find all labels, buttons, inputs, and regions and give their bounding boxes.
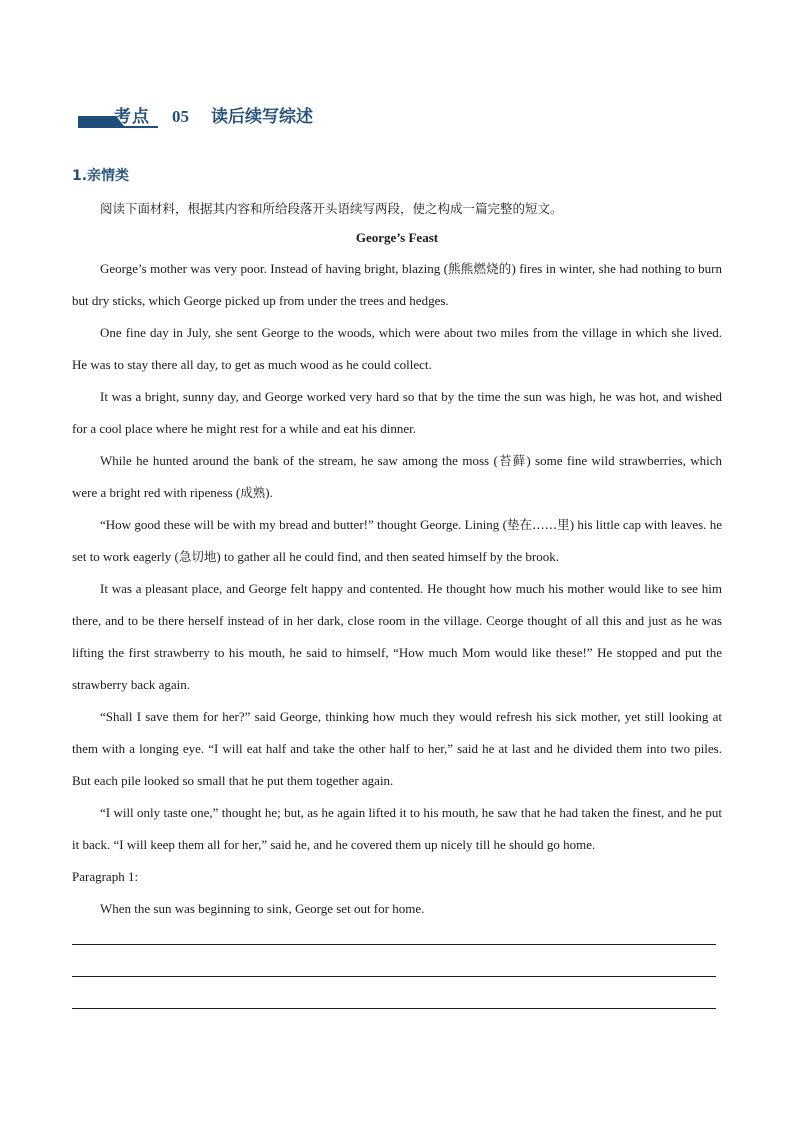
answer-line[interactable]	[72, 976, 716, 1008]
story-paragraph: “I will only taste one,” thought he; but, as he again lifted it to his mouth, he saw that he had taken the finest, and he put it back. “I will keep them all for her,” said he, and he covered them up nicely till he should go home.	[72, 805, 722, 852]
answer-line[interactable]	[72, 944, 716, 976]
answer-area[interactable]	[72, 944, 716, 1040]
story-paragraph: It was a pleasant place, and George felt happy and contented. He thought how much his mother would like to see him there, and to be there herself instead of in her dark, close room in the village. Ceorge thought of all this and just as he was lifting the first strawberry to his mouth, he said to himself, “How much Mom would like these!” He stopped and put the strawberry back again.	[72, 581, 722, 692]
header-label: 考点	[114, 107, 150, 127]
header-bar-shape	[78, 116, 116, 126]
story-title: George’s Feast	[355, 230, 439, 245]
instruction-text: 阅读下面材料，根据其内容和所给段落开头语续写两段，使之构成一篇完整的短文。	[100, 201, 563, 216]
answer-line[interactable]	[72, 1008, 716, 1040]
header-decoration	[78, 102, 158, 130]
story-body	[72, 253, 722, 925]
story-paragraph: While he hunted around the bank of the stream, he saw among the moss (苔藓) some fine wild strawberries, which were a bright red with ripeness (成熟).	[72, 453, 722, 500]
topic-header	[78, 100, 313, 130]
story-paragraph: “Shall I save them for her?” said George, thinking how much they would refresh his sick mother, yet still looking at them with a longing eye. “I will eat half and take the other half to her,” said he at last and he divided them into two piles. But each pile looked so small that he put them together again.	[72, 709, 722, 788]
header-title: 读后续写综述	[211, 107, 313, 127]
story-paragraph: George’s mother was very poor. Instead of having bright, blazing (熊熊燃烧的) fires in winter, she had nothing to burn but dry sticks, which George picked up from under the trees and hedges.	[72, 261, 722, 308]
continuation-label: Paragraph 1:	[72, 869, 139, 884]
section-title: 1.亲情类	[72, 168, 130, 184]
story-paragraph: One fine day in July, she sent George to the woods, which were about two miles from the village in which she lived. He was to stay there all day, to get as much wood as he could collect.	[72, 325, 722, 372]
story-paragraph: “How good these will be with my bread and butter!” thought George. Lining (垫在……里) his little cap with leaves. he set to work eagerly (急切地) to gather all he could find, and then seated himself by the brook.	[72, 517, 722, 564]
header-number: 05	[172, 107, 189, 126]
continuation-opening: When the sun was beginning to sink, George set out for home.	[100, 901, 425, 916]
story-paragraph: It was a bright, sunny day, and George worked very hard so that by the time the sun was high, he was hot, and wished for a cool place where he might rest for a while and eat his dinner.	[72, 389, 722, 436]
